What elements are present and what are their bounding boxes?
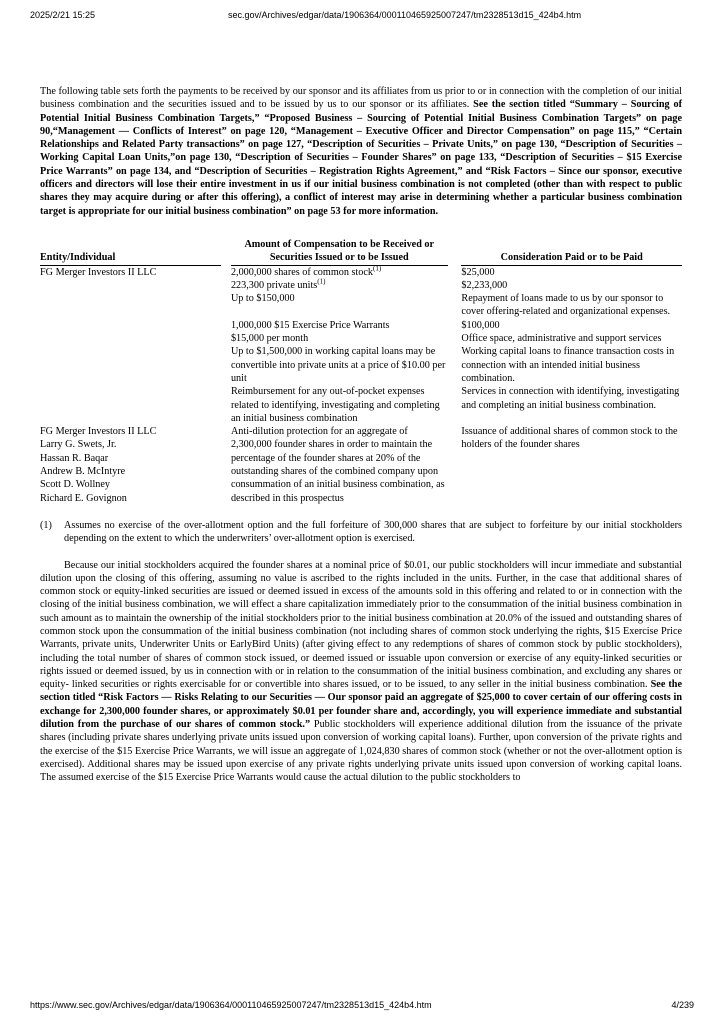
entity-name: Andrew B. McIntyre (40, 466, 126, 478)
dilution-text-continued: Public stockholders will experience additional dilution from the issuance of the private shares (including private shares underlying private units issued upon conversion of working capital loans). Further, upon conversion of the private rights and the exercise of the $15 Exercise Price Warrants, we will issue an aggregate of 1,024,830 shares of common stock (whether or not the over-allotment option is exercised). Additional shares may be issued upon exercise of any private rights underlying private units issued upon conversion of working capital loans. The assumed exercise of the $15 Exercise Price Warrants would cause the actual dilution to the public stockholders to (40, 719, 683, 784)
dilution-paragraph (40, 559, 682, 785)
cell-amount: $15,000 per month (230, 333, 309, 345)
footnote-marker: (1) (40, 519, 52, 531)
cell-entity (40, 319, 221, 332)
table-row (40, 292, 682, 319)
intro-cross-reference: See the section titled “Summary – Sourcing of Potential Initial Business Combination Targets,” “Proposed Business – Sourcing of Potential Initial Business Combination Targets” on page 90,“Management — Conflicts of Interest” on page 120, “Management – Executive Officer and Director Compensation” on page 115,” “Certain Relationships and Related Party transactions” on page 127, “Description of Securities – Private Units,” on page 130, “Description of Securities – Working Capital Loan Units,”on page 130, “Description of Securities – Founder Shares” on page 133, “Description of Securities – $15 Exercise Price Warrants” on page 134, and “Description of Securities – Registration Rights Agreement,” and “Risk Factors – Since our sponsor, executive officers and directors will lose their entire investment in us if our initial business combination is not completed (other than with respect to public shares they may acquire during or after this offering), a conflict of interest may arise in determining whether a particular business combination target is appropriate for our initial business combination” on page 53 for more information. (40, 99, 682, 217)
cell-entity-list (40, 425, 221, 505)
table-row (40, 425, 682, 505)
cell-entity (40, 345, 221, 385)
print-footer-url: https://www.sec.gov/Archives/edgar/data/1906364/000110465925007247/tm2328513d15_424b4.htm (30, 1000, 432, 1010)
cell-amount: Anti-dilution protection for an aggregate of 2,300,000 founder shares in order to maintain the percentage of the founder shares at 20% of the outstanding shares of the combined company upon consummation of an initial business combination, as described in this prospectus (230, 426, 445, 504)
entity-name: Scott D. Wollney (40, 479, 111, 491)
cell-amount: Up to $1,500,000 in working capital loans may be convertible into private units at a price of $10.00 per unit (230, 346, 446, 384)
cell-consideration: Repayment of loans made to us by our sponsor to cover offering-related and organizational expenses. (461, 293, 671, 318)
cell-amount: Up to $150,000 (230, 293, 295, 305)
header-consideration: Consideration Paid or to be Paid (461, 238, 682, 265)
entity-name: Larry G. Swets, Jr. (40, 439, 117, 451)
cell-amount: 223,300 private units$^{(1)}$ (230, 277, 326, 291)
cell-consideration: Issuance of additional shares of common stock to the holders of the founder shares (461, 426, 678, 451)
dilution-cross-reference: See the section titled “Risk Factors — Risks Relating to our Securities — Our sponsor paid an aggregate of $25,000 to cover certain of our offering costs in exchange for 2,300,000 founder shares, or approximately $0.01 per founder share and, accordingly, you will experience immediate and substantial dilution from the purchase of our shares of common stock.” (40, 679, 682, 731)
footnote (40, 519, 682, 546)
compensation-table (40, 238, 682, 505)
header-amount: Amount of Compensation to be Received or Securities Issued or to be Issued (231, 238, 448, 265)
cell-amount: Reimbursement for any out-of-pocket expenses related to identifying, investigating and completing an initial business combination (230, 386, 440, 424)
cell-entity (40, 279, 221, 292)
table-row (40, 265, 682, 279)
cell-consideration: $100,000 (461, 319, 500, 331)
entity-name: Hassan R. Baqar (40, 452, 109, 464)
footnote-ref: (1) (372, 264, 382, 273)
page-number: 4/239 (671, 1000, 694, 1010)
cell-entity: FG Merger Investors II LLC (40, 266, 157, 278)
footnote-ref: (1) (317, 277, 326, 286)
print-timestamp: 2025/2/21 15:25 (30, 10, 96, 20)
table-row (40, 385, 682, 425)
cell-amount: 1,000,000 $15 Exercise Price Warrants (230, 319, 390, 331)
intro-paragraph (40, 85, 682, 218)
dilution-text: Because our initial stockholders acquired the founder shares at a nominal price of $0.01, our public stockholders will incur immediate and substantial dilution upon the closing of this offering, assuming no value is ascribed to the rights included in the units. Further, in the case that additional shares of common stock or equity-linked securities are issued or deemed issued in excess of the amounts sold in this offering and related to or in connection with the closing of the initial business combination, we will effect a share capitalization immediately prior to the consummation of the initial business combination in such amount as to maintain the ownership of the initial stockholders prior to the initial business combination at 20.0% of the issued and outstanding shares of common stock upon the consummation of the initial business combination (not including shares of common stock underlying the rights, $15 Exercise Price Warrants, private units, Underwriter Units or EarlyBird Units) (after giving effect to any redemptions of shares of common stock by public stockholders), including the total number of shares of common stock issued, or deemed issued or issuable upon conversion or exercise of any equity-linked securities or rights issued or deemed issued, by us in connection with or in relation to the consummation of the initial business combination, and excluding any shares or equity- linked securities or rights exercisable for or convertible into shares issued, or to be issued, to any seller in the initial business combination. (40, 559, 682, 691)
entity-name: Richard E. Govignon (40, 492, 127, 504)
cell-consideration: Office space, administrative and support services (461, 333, 662, 345)
cell-consideration: Working capital loans to finance transaction costs in connection with an intended initial business combination. (461, 346, 675, 384)
header-entity: Entity/Individual (40, 238, 221, 265)
table-row (40, 332, 682, 345)
cell-consideration: $25,000 (461, 266, 495, 278)
entity-name: FG Merger Investors II LLC (40, 426, 157, 438)
table-row (40, 279, 682, 292)
print-title-url: sec.gov/Archives/edgar/data/1906364/000110465925007247/tm2328513d15_424b4.htm (228, 10, 582, 20)
table-header-row (40, 238, 682, 265)
table-row (40, 345, 682, 385)
cell-consideration: $2,233,000 (461, 279, 508, 291)
table-row (40, 319, 682, 332)
cell-amount: 2,000,000 shares of common stock$^{(1)}$ (230, 264, 382, 278)
footnote-text: Assumes no exercise of the over-allotment option and the full forfeiture of 300,000 shares that are subject to forfeiture by our initial stockholders depending on the extent to which the underwriters’ over-allotment option is exercised. (64, 519, 682, 545)
cell-consideration: Services in connection with identifying, investigating and completing an initial business combination. (461, 386, 680, 411)
intro-text: The following table sets forth the payments to be received by our sponsor and its affiliates from us prior to or in connection with the completion of our initial business combination and the securities issued and to be issued by us to our sponsor or its affiliates. (40, 86, 682, 111)
cell-entity (40, 332, 221, 345)
cell-entity (40, 385, 221, 425)
cell-entity (40, 292, 221, 319)
document-body (40, 85, 682, 785)
